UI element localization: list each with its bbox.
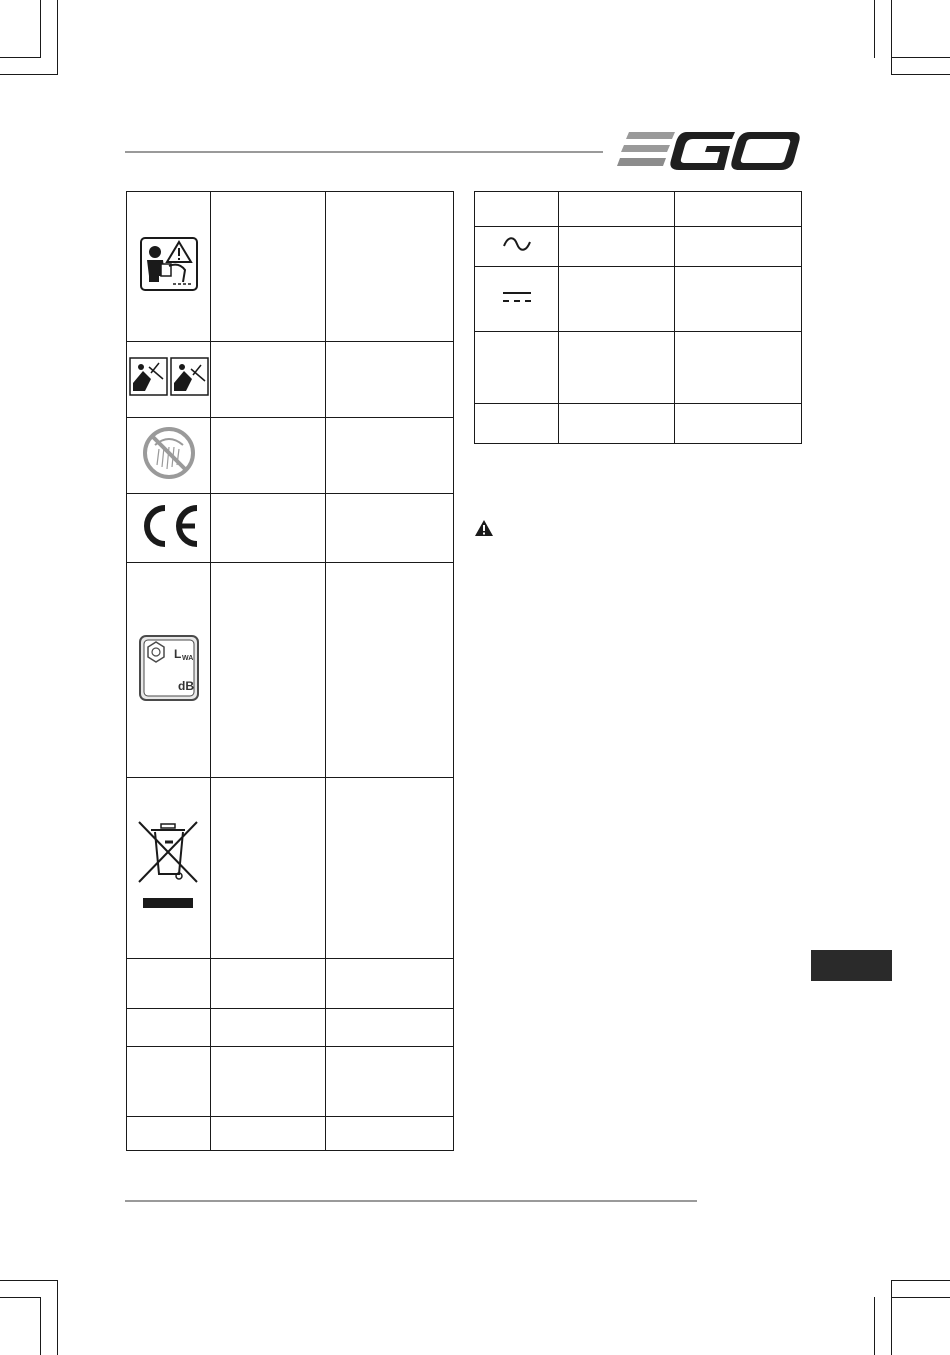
description-cell — [326, 563, 454, 778]
symbol-cell — [127, 1117, 211, 1151]
direct-current-icon — [502, 290, 532, 304]
description-cell — [326, 1009, 454, 1047]
description-cell — [326, 342, 454, 418]
crop-mark-bottom-right-h — [891, 1280, 950, 1281]
table-row — [475, 404, 802, 444]
name-cell — [559, 192, 675, 227]
table-row — [127, 192, 454, 342]
name-cell — [559, 267, 675, 332]
description-cell — [326, 1047, 454, 1117]
description-cell — [326, 418, 454, 494]
weee-crossed-bin-icon — [137, 820, 201, 912]
header-rule — [125, 151, 603, 153]
symbol-cell — [127, 342, 211, 418]
svg-text:WA: WA — [181, 654, 193, 662]
ego-logo — [617, 128, 802, 172]
language-tab — [811, 950, 892, 981]
table-row — [127, 494, 454, 563]
table-row — [127, 1009, 454, 1047]
name-cell — [211, 1009, 326, 1047]
description-cell — [326, 959, 454, 1009]
symbols-table-left — [126, 191, 454, 1151]
name-cell — [211, 418, 326, 494]
name-cell — [211, 1047, 326, 1117]
crop-mark-bottom-right-v2 — [874, 1297, 875, 1355]
description-cell — [675, 227, 802, 267]
crop-mark-bottom-left-v2 — [40, 1297, 41, 1355]
description-cell — [675, 267, 802, 332]
table-row — [127, 418, 454, 494]
table-row — [475, 267, 802, 332]
name-cell — [559, 404, 675, 444]
symbol-cell — [475, 404, 559, 444]
footer-rule — [125, 1200, 697, 1202]
name-cell — [559, 332, 675, 404]
keep-bystanders-away-icon — [129, 357, 209, 397]
crop-mark-top-right-h — [891, 74, 950, 75]
symbol-cell — [127, 192, 211, 342]
crop-mark-bottom-right-v — [891, 1280, 892, 1355]
symbol-cell — [475, 267, 559, 332]
table-row — [127, 778, 454, 959]
alternating-current-icon — [502, 236, 532, 252]
name-cell — [211, 192, 326, 342]
crop-mark-bottom-left-v — [57, 1280, 58, 1355]
symbol-cell — [127, 418, 211, 494]
symbol-cell — [127, 1047, 211, 1117]
description-cell — [326, 494, 454, 563]
table-row — [127, 563, 454, 778]
crop-mark-bottom-right-h2 — [891, 1297, 950, 1298]
table-row — [475, 332, 802, 404]
table-row — [127, 1047, 454, 1117]
crop-mark-top-left-v — [57, 0, 58, 75]
crop-mark-top-left-h — [0, 74, 57, 75]
symbol-cell — [475, 192, 559, 227]
name-cell — [211, 342, 326, 418]
crop-mark-top-right-v2 — [874, 0, 875, 58]
description-cell — [326, 778, 454, 959]
symbol-cell — [127, 778, 211, 959]
description-cell — [675, 404, 802, 444]
ce-mark-icon — [137, 504, 201, 548]
table-row — [127, 959, 454, 1009]
table-row — [127, 1117, 454, 1151]
symbol-cell — [127, 959, 211, 1009]
description-cell — [326, 1117, 454, 1151]
svg-text:L: L — [173, 646, 181, 661]
table-row — [475, 192, 802, 227]
symbol-cell — [475, 332, 559, 404]
name-cell — [211, 959, 326, 1009]
sound-power-level-icon — [138, 634, 200, 702]
table-row — [127, 342, 454, 418]
warning-triangle-icon — [474, 519, 494, 537]
table-row — [475, 227, 802, 267]
name-cell — [211, 494, 326, 563]
name-cell — [211, 778, 326, 959]
do-not-expose-to-rain-icon — [141, 425, 197, 481]
read-manual-warning-icon — [139, 236, 199, 292]
description-cell — [326, 192, 454, 342]
crop-mark-top-left-v2 — [40, 0, 41, 58]
name-cell — [559, 227, 675, 267]
description-cell — [675, 332, 802, 404]
description-cell — [675, 192, 802, 227]
crop-mark-top-right-h2 — [891, 57, 950, 58]
symbols-table-right — [474, 191, 802, 444]
symbol-cell — [127, 563, 211, 778]
symbol-cell — [127, 1009, 211, 1047]
name-cell — [211, 563, 326, 778]
symbol-cell — [127, 494, 211, 563]
crop-mark-bottom-left-h2 — [0, 1297, 40, 1298]
svg-text:dB: dB — [177, 678, 194, 693]
crop-mark-top-right-v — [891, 0, 892, 75]
name-cell — [211, 1117, 326, 1151]
crop-mark-top-left-h2 — [0, 57, 40, 58]
symbol-cell — [475, 227, 559, 267]
crop-mark-bottom-left-h — [0, 1280, 57, 1281]
